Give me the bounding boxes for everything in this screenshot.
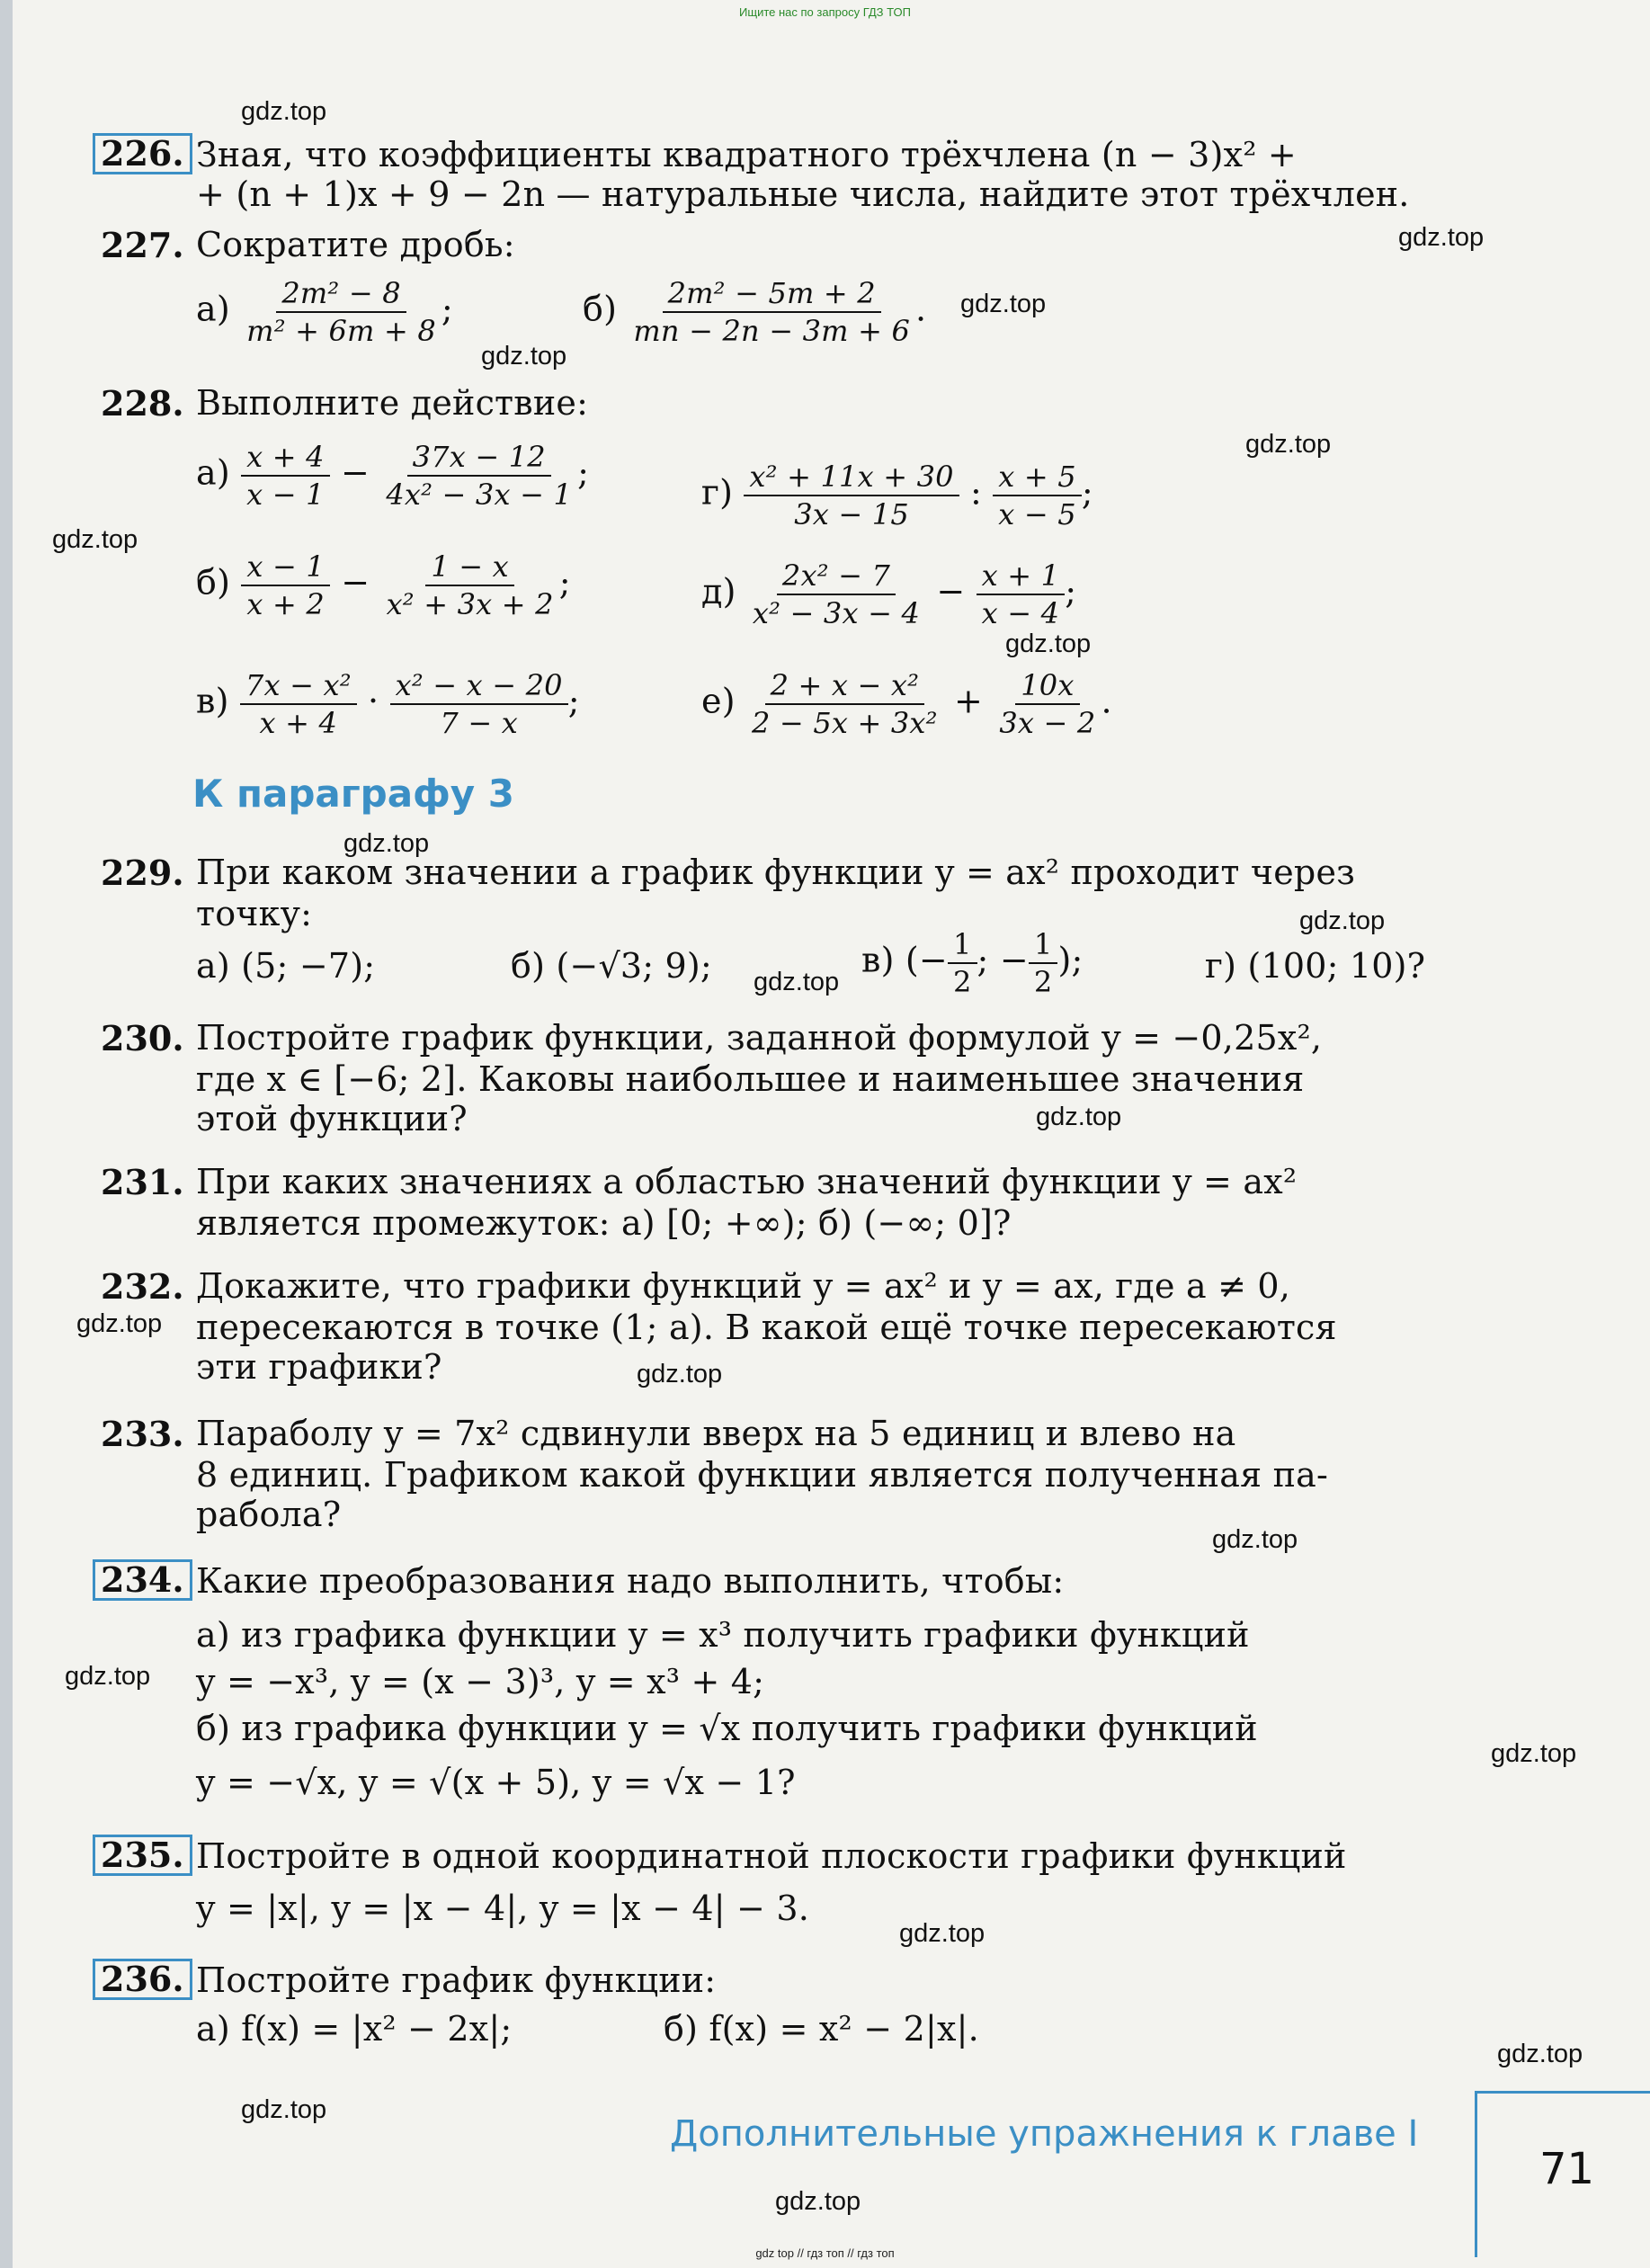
footer-title: Дополнительные упражнения к главе I xyxy=(670,2113,1419,2155)
problem-number: 228. xyxy=(101,383,184,424)
problem-text: является промежуток: а) [0; +∞); б) (−∞; 0]? xyxy=(196,1203,1012,1243)
page-frame-line xyxy=(1475,2091,1650,2094)
problem-number: 233. xyxy=(101,1414,184,1454)
problem-text: б) из графика функции y = √x получить графики функций xyxy=(196,1709,1258,1748)
problem-text: Параболу y = 7x² сдвинули вверх на 5 единиц и влево на xyxy=(196,1414,1236,1453)
watermark: gdz.top xyxy=(1245,430,1332,459)
problem-text: Сократите дробь: xyxy=(196,225,515,264)
page-edge-shadow xyxy=(0,0,13,2268)
page-number: 71 xyxy=(1539,2144,1595,2194)
problem-number: 234. xyxy=(93,1559,192,1601)
expression-228g: г) $\frac{\text{x² + 11x + 30}}{3x - 15}$ : $\frac{x + 5}{x - 5}$ ; xyxy=(701,460,1093,531)
problem-number: 235. xyxy=(93,1835,192,1876)
watermark: gdz.top xyxy=(960,290,1047,318)
problem-number: 226. xyxy=(93,133,192,174)
expression-227a: а) $\frac{\text{2m² − 8}}{\text{m² + 6m + 8}}$ ; xyxy=(196,276,453,348)
expression-227b: б) $\frac{\text{2m² − 5m + 2}}{mn - 2n - 3m + 6}$ . xyxy=(583,276,927,348)
watermark: gdz.top xyxy=(1299,906,1386,935)
problem-number: 230. xyxy=(101,1018,184,1058)
watermark: gdz.top xyxy=(52,525,138,554)
problem-text: При каких значениях a областью значений функции y = ax² xyxy=(196,1162,1298,1201)
watermark: gdz.top xyxy=(775,2187,861,2216)
expression-228b: б) $\frac{x - 1}{x + 2}$ − $\frac{1 - x}{\text{x² + 3x + 2}}$ ; xyxy=(196,549,571,621)
answer-option: а) (5; −7); xyxy=(196,946,376,986)
problem-text: Какие преобразования надо выполнить, чтобы: xyxy=(196,1561,1065,1601)
answer-option: а) f(x) = |x² − 2x|; xyxy=(196,2009,513,2049)
problem-text: а) из графика функции y = x³ получить графики функций xyxy=(196,1615,1250,1655)
problem-text: + (n + 1)x + 9 − 2n — натуральные числа, найдите этот трёхчлен. xyxy=(196,174,1410,214)
problem-text: этой функции? xyxy=(196,1099,468,1138)
answer-option: б) (−√3; 9); xyxy=(511,946,712,986)
watermark: gdz.top xyxy=(1497,2040,1583,2068)
watermark: gdz.top xyxy=(343,829,430,858)
watermark: gdz.top xyxy=(241,2095,327,2124)
expression-228e: е) $\frac{\text{2 + x − x²}}{\text{2 − 5x + 3x²}}$ + $\frac{10x}{3x - 2}$ . xyxy=(701,668,1112,740)
watermark: gdz.top xyxy=(899,1919,986,1948)
top-note: Ищите нас по запросу ГДЗ ТОП xyxy=(739,5,911,19)
problem-number: 231. xyxy=(101,1162,184,1202)
watermark: gdz.top xyxy=(1005,630,1092,658)
section-heading: К параграфу 3 xyxy=(192,772,514,816)
watermark: gdz.top xyxy=(1212,1525,1298,1554)
problem-text: рабола? xyxy=(196,1495,342,1534)
answer-option-v: в) (− $\frac{1}{2}$ ; − $\frac{1}{2}$ ); xyxy=(861,927,1084,999)
problem-text: 8 единиц. Графиком какой функции является полученная па- xyxy=(196,1455,1329,1495)
answer-option: г) (100; 10)? xyxy=(1205,946,1426,986)
watermark: gdz.top xyxy=(1398,223,1485,252)
watermark: gdz.top xyxy=(76,1309,163,1338)
watermark: gdz.top xyxy=(481,342,567,371)
problem-number: 236. xyxy=(93,1959,192,2000)
watermark: gdz.top xyxy=(1036,1103,1122,1131)
problem-text: где x ∈ [−6; 2]. Каковы наибольшее и наименьшее значения xyxy=(196,1059,1305,1099)
answer-option: б) f(x) = x² − 2|x|. xyxy=(664,2009,979,2049)
problem-text: y = −√x, y = √(x + 5), y = √x − 1? xyxy=(196,1763,796,1802)
watermark: gdz.top xyxy=(637,1360,723,1388)
problem-text: y = |x|, y = |x − 4|, y = |x − 4| − 3. xyxy=(196,1889,810,1928)
watermark: gdz.top xyxy=(65,1662,151,1691)
expression-228v: в) $\frac{\text{7x − x²}}{x + 4}$ · $\frac{\text{x² − x − 20}}{7 - x}$ ; xyxy=(196,668,580,740)
expression-228d: д) $\frac{\text{2x² − 7}}{\text{x² − 3x − 4}}$ − $\frac{x + 1}{x - 4}$ ; xyxy=(701,558,1077,630)
problem-number: 229. xyxy=(101,853,184,893)
problem-text: точку: xyxy=(196,894,313,933)
problem-text: Зная, что коэффициенты квадратного трёхчлена (n − 3)x² + xyxy=(196,135,1297,174)
problem-text: Постройте график функции, заданной формулой y = −0,25x², xyxy=(196,1018,1323,1058)
problem-text: y = −x³, y = (x − 3)³, y = x³ + 4; xyxy=(196,1662,765,1701)
problem-number: 227. xyxy=(101,225,184,265)
watermark: gdz.top xyxy=(241,97,327,126)
problem-text: Постройте в одной координатной плоскости графики функций xyxy=(196,1836,1347,1876)
problem-text: Выполните действие: xyxy=(196,383,589,423)
watermark: gdz.top xyxy=(1491,1739,1577,1768)
problem-text: пересекаются в точке (1; a). В какой ещё точке пересекаются xyxy=(196,1308,1337,1347)
bottom-note: gdz top // гдз топ // гдз топ xyxy=(755,2246,895,2260)
problem-text: При каком значении a график функции y = ax² проходит через xyxy=(196,853,1356,892)
problem-text: Постройте график функции: xyxy=(196,1960,717,2000)
expression-228a: а) $\frac{x + 4}{x - 1}$ − $\frac{37x - 12}{\text{4x² − 3x − 1}}$ ; xyxy=(196,440,590,512)
problem-text: эти графики? xyxy=(196,1347,442,1387)
watermark: gdz.top xyxy=(754,968,840,996)
problem-text: Докажите, что графики функций y = ax² и y = ax, где a ≠ 0, xyxy=(196,1266,1291,1306)
page-frame-line xyxy=(1475,2091,1477,2257)
problem-number: 232. xyxy=(101,1266,184,1307)
